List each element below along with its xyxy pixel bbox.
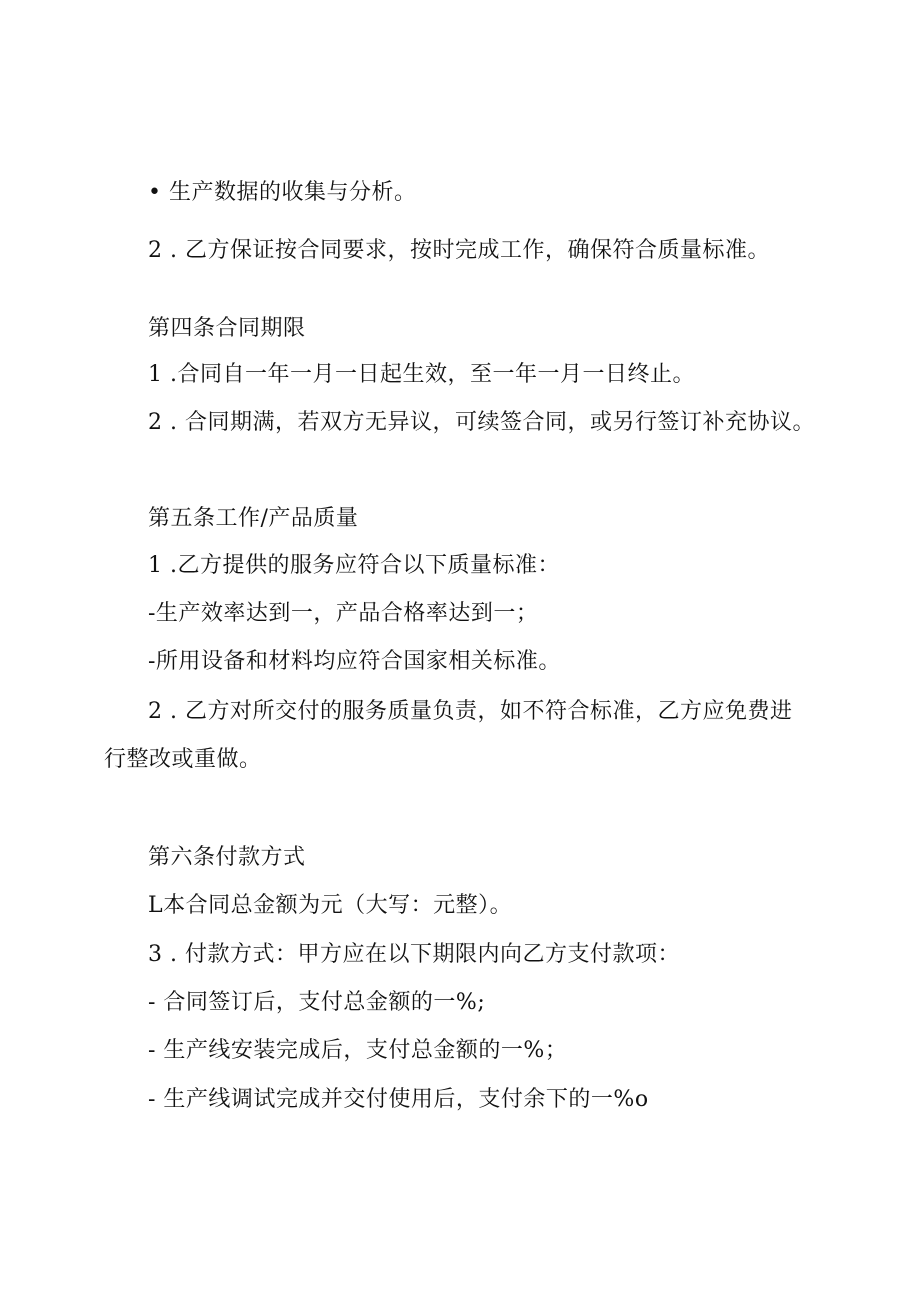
clause-5-subitem-equipment: -所用设备和材料均应符合国家相关标准。 — [148, 649, 561, 674]
clause-6-item-1: L本合同总金额为元（大写：元整）。 — [148, 893, 513, 918]
clause-5-subitem-efficiency: -生产效率达到一，产品合格率达到一； — [148, 601, 539, 626]
payment-term-installation: - 生产线安装完成后，支付总金额的一%； — [148, 1038, 568, 1063]
clause-3-item-2: 2 . 乙方保证按合同要求，按时完成工作，确保符合质量标准。 — [148, 238, 770, 263]
clause-4-item-1: 1 .合同自一年一月一日起生效，至一年一月一日终止。 — [148, 362, 695, 387]
clause-5-item-2-continued: 行整改或重做。 — [104, 747, 262, 772]
clause-5-item-1: 1 .乙方提供的服务应符合以下质量标准： — [148, 553, 560, 578]
clause-5-item-2: 2 . 乙方对所交付的服务质量负责，如不符合标准，乙方应免费进 — [148, 699, 793, 724]
payment-term-signing: - 合同签订后，支付总金额的一%; — [148, 990, 486, 1015]
clause-4-item-2: 2 . 合同期满，若双方无异议，可续签合同，或另行签订补充协议。 — [148, 410, 815, 435]
bullet-production-data: • 生产数据的收集与分析。 — [148, 180, 417, 205]
payment-term-delivery: - 生产线调试完成并交付使用后，支付余下的一%o — [148, 1087, 649, 1112]
clause-6-item-3: 3 . 付款方式：甲方应在以下期限内向乙方支付款项： — [148, 942, 680, 967]
section-heading-article-6: 第六条付款方式 — [148, 845, 306, 870]
section-heading-article-4: 第四条合同期限 — [148, 316, 306, 341]
section-heading-article-5: 第五条工作/产品质量 — [148, 506, 359, 531]
